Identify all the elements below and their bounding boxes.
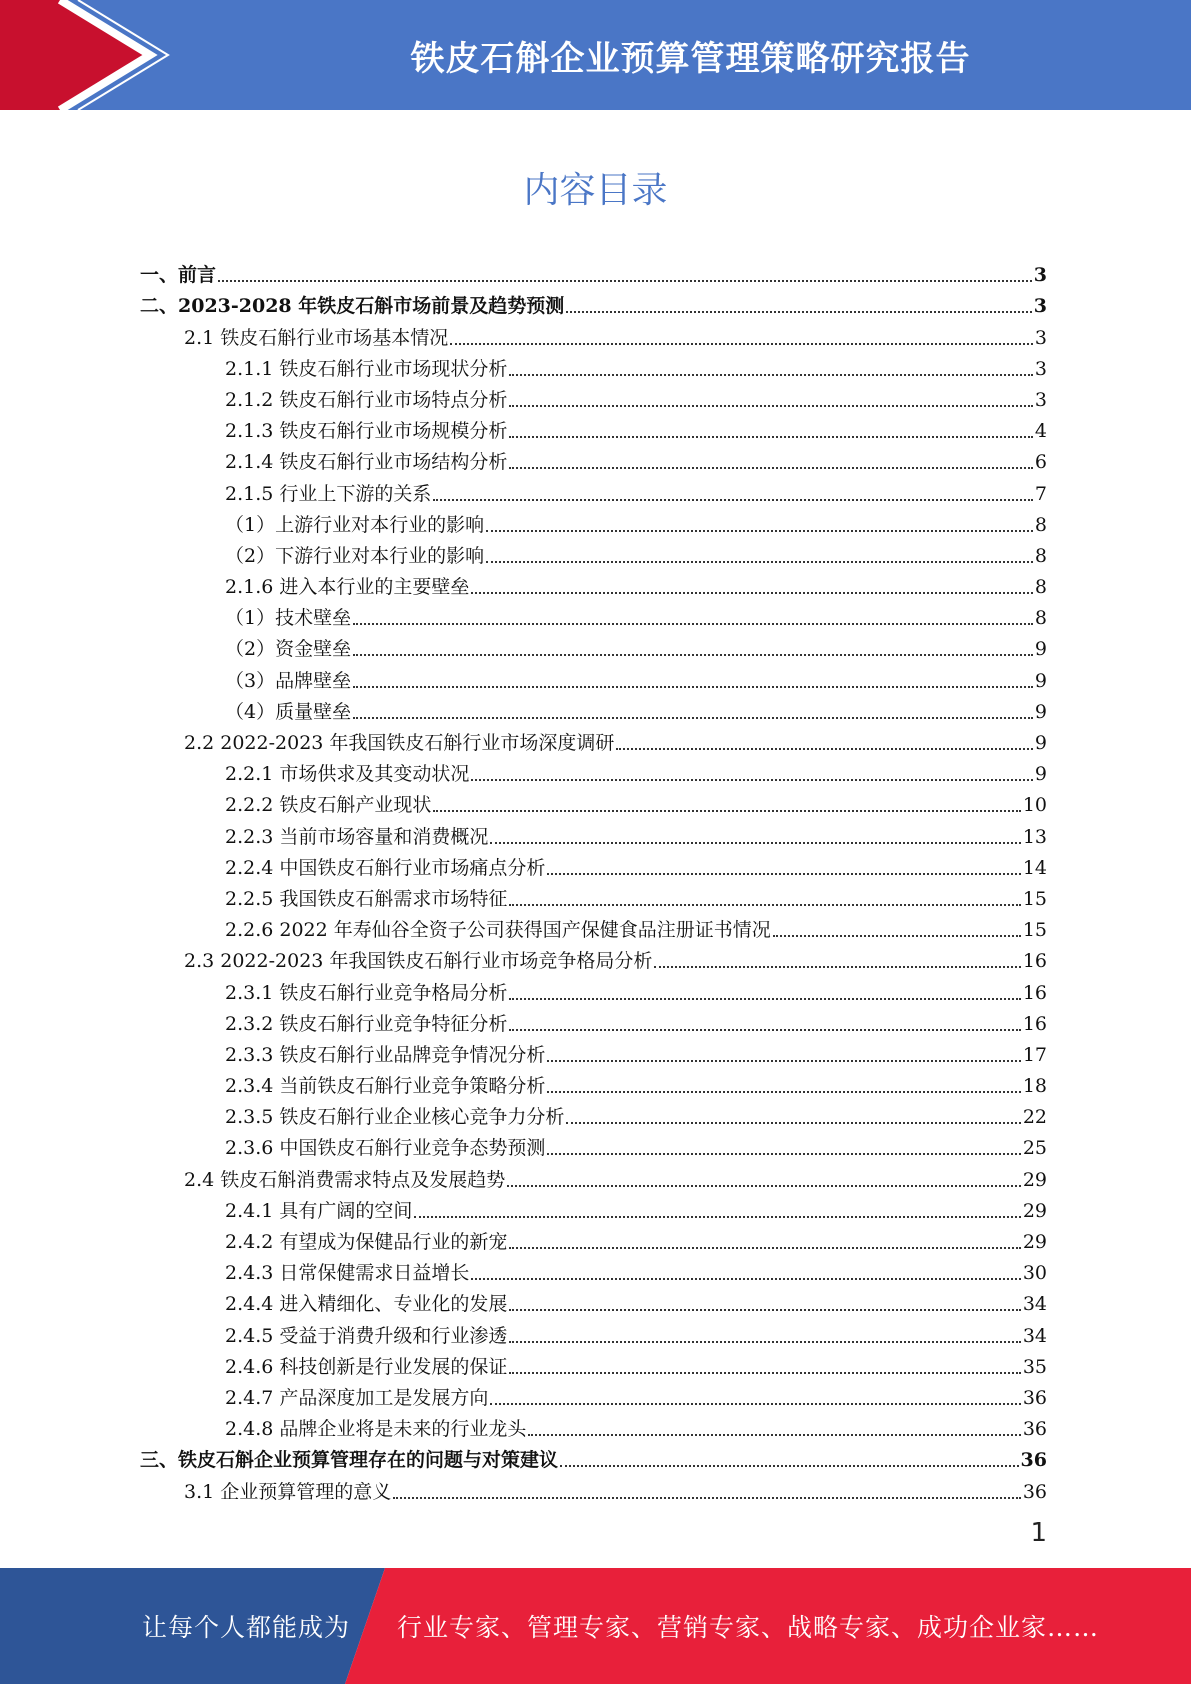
toc-dot-leader xyxy=(509,467,1033,469)
toc-entry[interactable] xyxy=(140,1409,1047,1440)
toc-entry-page: 9 xyxy=(1034,700,1047,723)
toc-entry-label: 2.2.3 当前市场容量和消费概况 xyxy=(225,825,489,848)
toc-entry-page: 7 xyxy=(1034,482,1047,505)
toc-dot-leader xyxy=(353,623,1033,625)
toc-dot-leader xyxy=(218,280,1032,282)
toc-entry-page: 16 xyxy=(1022,1012,1047,1035)
toc-entry-label: 2.4.3 日常保健需求日益增长 xyxy=(225,1262,470,1285)
toc-entry-label: 2.2 2022-2023 年我国铁皮石斛行业市场深度调研 xyxy=(184,732,615,754)
toc-entry-page: 18 xyxy=(1022,1075,1047,1098)
toc-entry[interactable] xyxy=(140,629,1047,660)
toc-entry[interactable] xyxy=(140,380,1047,411)
toc-entry[interactable] xyxy=(140,1035,1047,1066)
toc-entry-page: 16 xyxy=(1022,981,1047,1004)
toc-entry-label: 三、铁皮石斛企业预算管理存在的问题与对策建议 xyxy=(140,1449,559,1472)
toc-entry-page: 36 xyxy=(1022,1480,1047,1503)
toc-entry[interactable] xyxy=(140,349,1047,380)
toc-dot-leader xyxy=(353,717,1033,719)
toc-entry-label: （2）资金壁垒 xyxy=(225,638,352,661)
toc-entry-page: 9 xyxy=(1034,732,1047,754)
toc-dot-leader xyxy=(509,374,1033,376)
toc-entry-page: 30 xyxy=(1022,1262,1047,1285)
toc-entry-page: 29 xyxy=(1022,1168,1047,1191)
toc-entry[interactable] xyxy=(140,567,1047,598)
toc-entry-label: 2.2.2 铁皮石斛产业现状 xyxy=(225,794,432,817)
toc-entry-page: 17 xyxy=(1022,1043,1047,1066)
toc-dot-leader xyxy=(414,1216,1020,1218)
toc-entry-page: 8 xyxy=(1034,576,1047,599)
toc-dot-leader xyxy=(616,748,1032,750)
toc-entry[interactable] xyxy=(140,1004,1047,1035)
toc-entry[interactable] xyxy=(140,910,1047,941)
toc-entry-page: 9 xyxy=(1034,669,1047,692)
toc-entry[interactable] xyxy=(140,1315,1047,1346)
toc-entry-page: 3 xyxy=(1034,326,1047,349)
toc-entry-page: 16 xyxy=(1022,950,1047,973)
toc-entry[interactable] xyxy=(140,411,1047,442)
toc-entry[interactable] xyxy=(140,1347,1047,1378)
toc-entry-label: 2.4.4 进入精细化、专业化的发展 xyxy=(225,1293,508,1316)
toc-entry-label: 2.4.6 科技创新是行业发展的保证 xyxy=(225,1355,508,1378)
toc-dot-leader xyxy=(560,1465,1019,1467)
toc-entry-page: 25 xyxy=(1022,1137,1047,1160)
toc-dot-leader xyxy=(509,998,1020,1000)
footer-band xyxy=(0,1568,1191,1684)
toc-entry-page: 15 xyxy=(1022,887,1047,910)
toc-entry[interactable] xyxy=(140,1191,1047,1222)
toc-entry-page: 9 xyxy=(1034,638,1047,661)
toc-entry-page: 4 xyxy=(1034,420,1047,443)
toc-entry-page: 10 xyxy=(1022,794,1047,817)
toc-entry[interactable] xyxy=(140,1284,1047,1315)
toc-dot-leader xyxy=(566,1122,1020,1124)
red-chevron-shape xyxy=(0,0,150,110)
header-band xyxy=(0,0,1191,110)
toc-entry[interactable] xyxy=(140,286,1047,317)
toc-entry[interactable] xyxy=(140,1253,1047,1284)
toc-entry-page: 3 xyxy=(1033,295,1047,318)
toc-dot-leader xyxy=(486,530,1033,532)
toc-dot-leader xyxy=(471,592,1033,594)
toc-entry-label: 3.1 企业预算管理的意义 xyxy=(184,1480,392,1503)
toc-entry-label: 2.2.1 市场供求及其变动状况 xyxy=(225,763,470,786)
toc-dot-leader xyxy=(433,499,1033,501)
toc-entry-page: 36 xyxy=(1022,1386,1047,1409)
toc-dot-leader xyxy=(509,1029,1020,1031)
toc-dot-leader xyxy=(471,1278,1020,1280)
toc-dot-leader xyxy=(353,686,1033,688)
toc-entry[interactable] xyxy=(140,848,1047,879)
toc-entry-page: 9 xyxy=(1034,763,1047,786)
toc-entry[interactable] xyxy=(140,1128,1047,1159)
toc-entry-page: 34 xyxy=(1022,1293,1047,1316)
toc-dot-leader xyxy=(547,1060,1020,1062)
toc-entry-page: 8 xyxy=(1034,544,1047,567)
toc-entry[interactable] xyxy=(140,1066,1047,1097)
toc-entry[interactable] xyxy=(140,660,1047,691)
toc-dot-leader xyxy=(509,405,1033,407)
toc-entry-label: 2.4.2 有望成为保健品行业的新宠 xyxy=(225,1231,508,1253)
toc-entry[interactable] xyxy=(140,723,1047,754)
toc-entry-label: 2.3.3 铁皮石斛行业品牌竞争情况分析 xyxy=(225,1043,546,1066)
toc-entry-label: 2.3.4 当前铁皮石斛行业竞争策略分析 xyxy=(225,1075,546,1098)
toc-entry-page: 29 xyxy=(1022,1199,1047,1222)
toc-entry[interactable] xyxy=(140,1222,1047,1253)
toc-entry[interactable] xyxy=(140,505,1047,536)
toc-dot-leader xyxy=(547,873,1020,875)
toc-entry[interactable] xyxy=(140,1440,1047,1471)
toc-entry-page: 34 xyxy=(1022,1324,1047,1347)
toc-dot-leader xyxy=(507,1185,1021,1187)
toc-entry-page: 13 xyxy=(1022,825,1047,848)
toc-dot-leader xyxy=(393,1497,1021,1499)
toc-entry[interactable] xyxy=(140,1097,1047,1128)
toc-entry[interactable] xyxy=(140,692,1047,723)
toc-entry-label: 2.1.4 铁皮石斛行业市场结构分析 xyxy=(225,451,508,474)
toc-dot-leader xyxy=(654,966,1020,968)
toc-entry-page: 15 xyxy=(1022,919,1047,942)
toc-entry-label: 2.4.8 品牌企业将是未来的行业龙头 xyxy=(225,1418,527,1441)
toc-entry-page: 3 xyxy=(1034,357,1047,380)
toc-entry-label: 2.2.6 2022 年寿仙谷全资子公司获得国产保健食品注册证书情况 xyxy=(225,919,771,942)
toc-entry-page: 36 xyxy=(1020,1449,1047,1472)
toc-dot-leader xyxy=(509,1309,1020,1311)
toc-dot-leader xyxy=(450,343,1033,345)
toc-entry[interactable] xyxy=(140,1471,1047,1502)
toc-entry-label: 2.1.3 铁皮石斛行业市场规模分析 xyxy=(225,420,508,443)
toc-dot-leader xyxy=(509,1341,1020,1343)
toc-entry-label: 2.1 铁皮石斛行业市场基本情况 xyxy=(184,326,449,349)
toc-entry-label: 2.4.5 受益于消费升级和行业渗透 xyxy=(225,1324,508,1347)
toc-entry-label: 2.4 铁皮石斛消费需求特点及发展趋势 xyxy=(184,1168,506,1191)
toc-entry-label: 一、前言 xyxy=(140,264,217,287)
toc-dot-leader xyxy=(547,1153,1020,1155)
toc-dot-leader xyxy=(471,779,1033,781)
toc-entry[interactable] xyxy=(140,598,1047,629)
toc-dot-leader xyxy=(490,1403,1020,1405)
toc-entry-page: 22 xyxy=(1022,1106,1047,1129)
toc-entry-label: （4）质量壁垒 xyxy=(225,700,352,723)
toc-entry-page: 14 xyxy=(1022,856,1047,879)
toc-dot-leader xyxy=(353,654,1033,656)
toc-entry[interactable] xyxy=(140,255,1047,286)
toc-dot-leader xyxy=(509,904,1020,906)
toc-entry-page: 29 xyxy=(1022,1231,1047,1253)
toc-entry-page: 8 xyxy=(1034,513,1047,536)
toc-entry[interactable] xyxy=(140,536,1047,567)
toc-dot-leader xyxy=(566,311,1032,313)
toc-entry-page: 6 xyxy=(1034,451,1047,474)
toc-entry-label: 2.1.2 铁皮石斛行业市场特点分析 xyxy=(225,388,508,411)
toc-entry[interactable] xyxy=(140,972,1047,1003)
toc-dot-leader xyxy=(433,810,1020,812)
toc-entry[interactable] xyxy=(140,879,1047,910)
toc-entry[interactable] xyxy=(140,754,1047,785)
toc-entry-label: 2.3.2 铁皮石斛行业竞争特征分析 xyxy=(225,1012,508,1035)
toc-entry-label: （2）下游行业对本行业的影响 xyxy=(225,544,485,567)
toc-entry-page: 3 xyxy=(1033,264,1047,287)
footer-slogan-left: 让每个人都能成为 xyxy=(142,1613,351,1642)
toc-dot-leader xyxy=(490,842,1020,844)
toc-entry-label: 2.1.5 行业上下游的关系 xyxy=(225,482,432,505)
toc-entry-label: 2.4.1 具有广阔的空间 xyxy=(225,1199,413,1222)
toc-entry-label: （1）技术壁垒 xyxy=(225,607,352,630)
toc-entry[interactable] xyxy=(140,1378,1047,1409)
toc-entry-label: 2.1.1 铁皮石斛行业市场现状分析 xyxy=(225,357,508,380)
toc-dot-leader xyxy=(509,436,1033,438)
page-number: 1 xyxy=(1030,1518,1047,1548)
toc-dot-leader xyxy=(773,935,1021,937)
toc-entry[interactable] xyxy=(140,442,1047,473)
toc-entry-page: 8 xyxy=(1034,607,1047,630)
footer-slogan-right: 行业专家、管理专家、营销专家、战略专家、成功企业家…… xyxy=(397,1613,1100,1642)
toc-entry-label: 2.2.4 中国铁皮石斛行业市场痛点分析 xyxy=(225,856,546,879)
toc-dot-leader xyxy=(509,1247,1020,1249)
toc-entry-label: 2.3.6 中国铁皮石斛行业竞争态势预测 xyxy=(225,1137,546,1160)
toc-entry[interactable] xyxy=(140,1159,1047,1190)
toc-entry-label: （1）上游行业对本行业的影响 xyxy=(225,513,485,536)
toc-dot-leader xyxy=(486,561,1033,563)
toc-dot-leader xyxy=(528,1434,1020,1436)
toc-entry-label: 2.3 2022-2023 年我国铁皮石斛行业市场竞争格局分析 xyxy=(184,950,653,973)
toc-entry[interactable] xyxy=(140,317,1047,348)
report-title: 铁皮石斛企业预算管理策略研究报告 xyxy=(410,38,971,79)
toc-entry-page: 36 xyxy=(1022,1418,1047,1441)
toc-entry[interactable] xyxy=(140,473,1047,504)
toc-dot-leader xyxy=(509,1372,1020,1374)
toc-entry-label: 2.4.7 产品深度加工是发展方向 xyxy=(225,1386,489,1409)
toc-entry-label: 二、2023-2028 年铁皮石斛市场前景及趋势预测 xyxy=(140,295,565,318)
toc-entry-page: 35 xyxy=(1022,1355,1047,1378)
toc-heading: 内容目录 xyxy=(523,170,668,211)
toc-entry[interactable] xyxy=(140,785,1047,816)
table-of-contents xyxy=(140,255,1047,1503)
toc-entry-label: 2.2.5 我国铁皮石斛需求市场特征 xyxy=(225,887,508,910)
toc-dot-leader xyxy=(547,1091,1020,1093)
toc-entry[interactable] xyxy=(140,941,1047,972)
toc-entry-page: 3 xyxy=(1034,388,1047,411)
toc-entry-label: 2.3.5 铁皮石斛行业企业核心竞争力分析 xyxy=(225,1106,565,1129)
toc-entry-label: （3）品牌壁垒 xyxy=(225,669,352,692)
toc-entry[interactable] xyxy=(140,816,1047,847)
toc-entry-label: 2.1.6 进入本行业的主要壁垒 xyxy=(225,576,470,599)
toc-entry-label: 2.3.1 铁皮石斛行业竞争格局分析 xyxy=(225,981,508,1004)
